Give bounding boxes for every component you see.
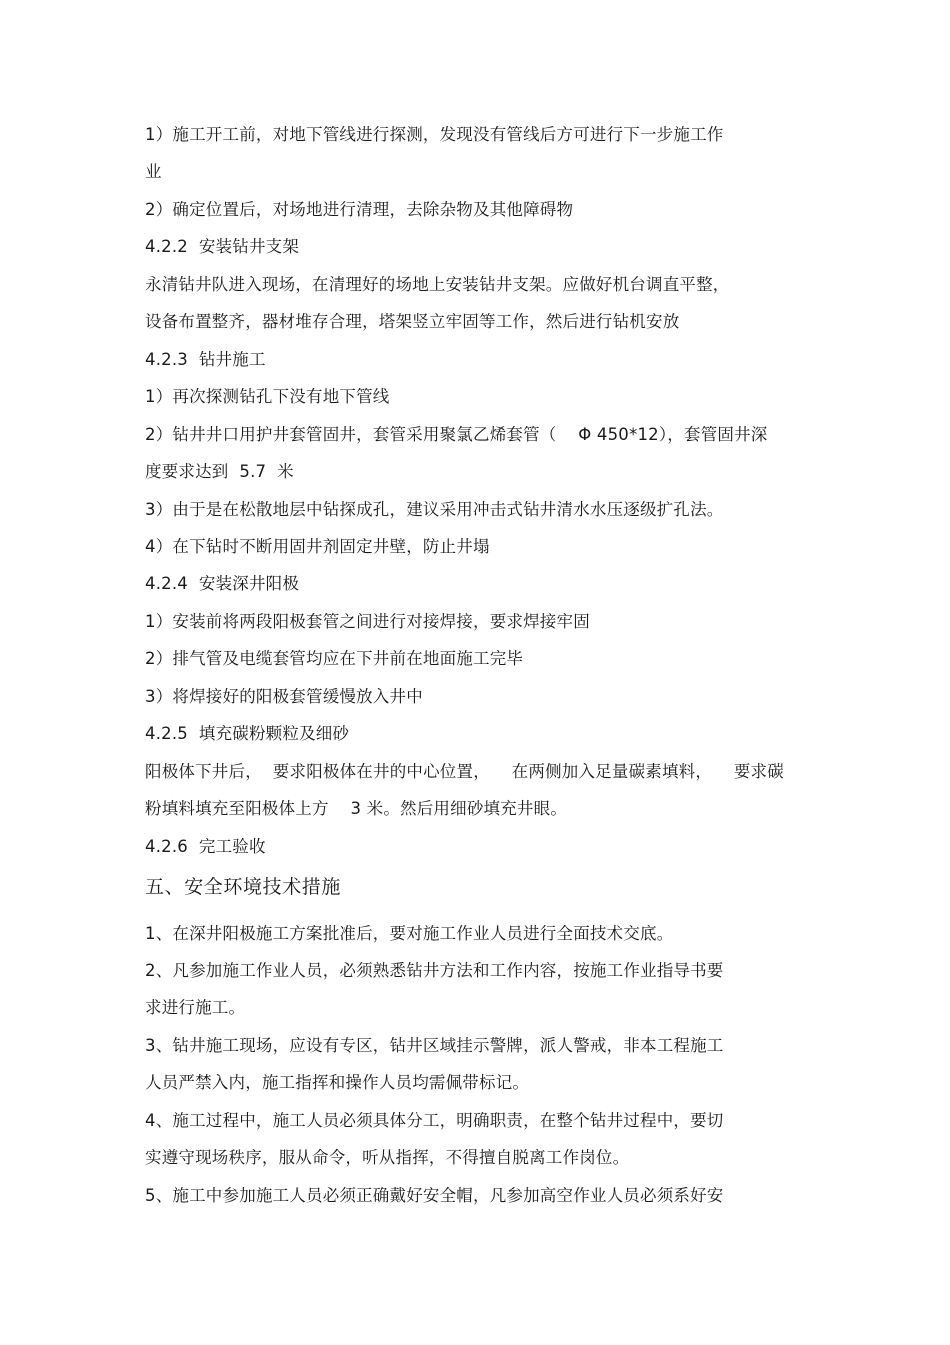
item-1-line-1: 1）施工开工前，对地下管线进行探测，发现没有管线后方可进行下一步施工作 [145, 125, 724, 144]
paragraph-4-2-2-line-1: 永清钻井队进入现场，在清理好的场地上安装钻井支架。应做好机台调直平整， [145, 275, 730, 294]
section-5-item-4-line-2: 实遵守现场秩序，服从命令，听从指挥，不得擅自脱离工作岗位。 [145, 1148, 630, 1167]
item-4-2-3-2-line-2: 度要求达到 5.7 米 [145, 462, 294, 481]
heading-4-2-6: 4.2.6 完工验收 [145, 837, 266, 856]
paragraph-4-2-5-line-1: 阳极体下井后， 要求阳极体在井的中心位置， 在两侧加入足量碳素填料， 要求碳 [145, 762, 784, 781]
item-2: 2）确定位置后，对场地进行清理，去除杂物及其他障碍物 [145, 200, 574, 219]
item-4-2-4-2: 2）排气管及电缆套管均应在下井前在地面施工完毕 [145, 649, 524, 668]
section-5-item-1: 1、在深井阳极施工方案批准后，要对施工作业人员进行全面技术交底。 [145, 924, 674, 943]
section-5-item-3-line-2: 人员严禁入内，施工指挥和操作人员均需佩带标记。 [145, 1073, 530, 1092]
paragraph-4-2-2-line-2: 设备布置整齐，器材堆存合理，塔架竖立牢固等工作，然后进行钻机安放 [145, 312, 680, 331]
heading-4-2-3: 4.2.3 钻井施工 [145, 350, 266, 369]
section-5-heading: 五、安全环境技术措施 [145, 876, 342, 898]
item-4-2-3-4: 4）在下钻时不断用固井剂固定井壁，防止井塌 [145, 537, 490, 556]
section-5-item-5-line-1: 5、施工中参加施工人员必须正确戴好安全帽，凡参加高空作业人员必须系好安 [145, 1186, 724, 1205]
heading-4-2-2: 4.2.2 安装钻井支架 [145, 237, 300, 256]
section-5-item-2-line-2: 求进行施工。 [145, 998, 246, 1017]
heading-4-2-5: 4.2.5 填充碳粉颗粒及细砂 [145, 724, 350, 743]
item-4-2-3-2-line-1: 2）钻井井口用护井套管固井，套管采用聚氯乙烯套管（ Φ 450*12），套管固井深 [145, 425, 768, 444]
item-4-2-4-1: 1）安装前将两段阳极套管之间进行对接焊接，要求焊接牢固 [145, 612, 590, 631]
item-4-2-4-3: 3）将焊接好的阳极套管缓慢放入井中 [145, 687, 423, 706]
item-1-line-2: 业 [145, 162, 162, 181]
paragraph-4-2-5-line-2: 粉填料填充至阳极体上方 3 米。然后用细砂填充井眼。 [145, 799, 568, 818]
section-5-item-4-line-1: 4、施工过程中，施工人员必须具体分工，明确职责，在整个钻井过程中，要切 [145, 1111, 724, 1130]
item-4-2-3-3: 3）由于是在松散地层中钻探成孔，建议采用冲击式钻井清水水压逐级扩孔法。 [145, 500, 724, 519]
heading-4-2-4: 4.2.4 安装深井阳极 [145, 574, 300, 593]
section-5-item-2-line-1: 2、凡参加施工作业人员，必须熟悉钻井方法和工作内容，按施工作业指导书要 [145, 961, 724, 980]
section-5-item-3-line-1: 3、钻井施工现场，应设有专区，钻井区域挂示警牌，派人警戒，非本工程施工 [145, 1036, 724, 1055]
item-4-2-3-1: 1）再次探测钻孔下没有地下管线 [145, 387, 390, 406]
